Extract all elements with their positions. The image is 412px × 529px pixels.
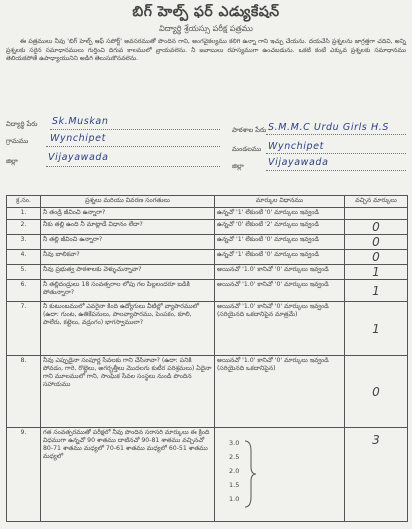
table-row [7, 220, 408, 235]
page-title: బిగ్ హెల్ప్ ఫర్ ఎడ్యుకేషన్ [132, 4, 280, 20]
district2-line [266, 170, 406, 171]
row-number: 7. [7, 302, 41, 356]
row-rule: అయినచో '1.0' కానిచో '0' మార్కులు ఇవ్వండి (సరియైనది ఒకదానిపైన) [215, 356, 345, 428]
village-label: గ్రామము [6, 137, 29, 145]
row-score[interactable]: 0 [345, 235, 408, 250]
row-question: నీ తల్లిదండ్రులు 18 సంవత్సరాల లోపు గల పిల్లలందరూ బడికి పోతున్నారా? [41, 280, 215, 302]
row-rule: ఉన్నచో '1' లేకుంటే '0' మార్కులు ఇవ్వండి [215, 250, 345, 265]
district-line [46, 166, 220, 167]
header-score: వచ్చిన మార్కులు [345, 196, 408, 208]
school-label: పాఠశాల పేరు [232, 126, 267, 134]
district2-value[interactable]: Vijayawada [268, 157, 329, 168]
row-number: 2. [7, 220, 41, 235]
row-question: నీవు ఎప్పుడైనా సంపూర్ణ సేవలకు గాని చేసినావా? (ఉదా: పనికి పోవడం, గారె, రొట్టెలు, అగర్బత్తీలు మొదలగు కుటీర పరిశ్రమలు) ఏదైనా గాని మూలములో గాని, సాంఘిక సేవల సంస్థలు నుండి పొందిన సహాయము [41, 356, 215, 428]
row-rule: అయినచో '1.0' కానిచో '0' మార్కులు ఇవ్వండి [215, 280, 345, 302]
survey-table [6, 195, 408, 522]
student-name-label: విద్యార్థి పేరు [6, 120, 38, 128]
row-number: 6. [7, 280, 41, 302]
district-value[interactable]: Vijayawada [48, 152, 109, 163]
row-score[interactable]: 3 [345, 428, 408, 522]
instructions-paragraph: ఈ పత్రములు నీవు 'బిగ్ హెల్ప్ ఆఫ్ సపోర్ట్' అవసరముతో పొందిన గాని, అంగవైకల్యము కలిగి ఉన్నా గాని ఇచ్చు చేయను. దయచేసి ప్రశ్నలను జాగ్రత్తగా చదివి, అన్ని ప్రశ్నలకు సరైన సమాధానములు గుర్తించి దిగువ కాలములో వ్రాయవలెను. నీ జవాబులు రహస్యముగా ఉంచబడును. ఒకటి కంటే ఎక్కువ ప్రశ్నలకు సమాధానము తెలియకపోతే ఉపాధ్యాయునిని అడిగి తెలుసుకొనవలెను. [6, 38, 406, 63]
row-question: నీవు బాలికవా? [41, 250, 215, 265]
row-question: నీ తండ్రి జీవించి ఉన్నారా? [41, 208, 215, 220]
row-rule: అయినచో '1.0' కానిచో '0' మార్కులు ఇవ్వండి (సరియైనది ఒకదానిపైన మాత్రమే) [215, 302, 345, 356]
row-question: గత సంవత్సరముతో పరీక్షలో నీవు పొందిన సరాసరి మార్కులు ఈ క్రింది విధముగా ఉన్నచో 90 శాతము దాటినచో 90-81 శాతము వచ్చినచో 80-71 శాతము మధ్యలో 70-61 శాతము మధ్యలో 60-51 శాతము మధ్యలో [41, 428, 215, 522]
row-score[interactable]: 1 [345, 265, 408, 280]
student-name-line [50, 129, 220, 130]
mandal-value[interactable]: Wynchipet [268, 141, 324, 152]
row-rule: ఉన్నచో '0' లేకుంటే '2' మార్కులు ఇవ్వండి [215, 220, 345, 235]
header-marking: మార్కుల విధానము [215, 196, 345, 208]
scale-value: 1.0 [229, 495, 240, 503]
row-question: నీవు ప్రభుత్వ పాఠశాలకు వెళ్ళుచున్నావా? [41, 265, 215, 280]
mandal-label: మండలము [232, 145, 262, 153]
school-line [266, 134, 406, 135]
row-rule-scale [215, 428, 345, 522]
scale-value: 3.0 [229, 439, 240, 447]
row-rule: ఉన్నచో '1' లేకుంటే '0' మార్కులు ఇవ్వండి [215, 208, 345, 220]
district2-label: జిల్లా [232, 162, 244, 170]
table-row [7, 208, 408, 220]
row-question: నీకు తల్లి ఉంది నీ మాట్లాడే విధానం లేదా? [41, 220, 215, 235]
table-row [7, 265, 408, 280]
scale-values [217, 439, 239, 509]
row-number: 1. [7, 208, 41, 220]
row-number: 9. [7, 428, 41, 522]
mandal-line [266, 153, 406, 154]
school-value[interactable]: S.M.M.C Urdu Girls H.S [268, 122, 389, 133]
row-score[interactable]: 1 [345, 280, 408, 302]
student-name-value[interactable]: Sk.Muskan [52, 116, 109, 127]
row-score[interactable] [345, 208, 408, 220]
table-row [7, 250, 408, 265]
row-rule: అయినచో '1.0' కానిచో '0' మార్కులు ఇవ్వండి [215, 265, 345, 280]
village-value[interactable]: Wynchipet [50, 133, 106, 144]
scale-value: 2.5 [229, 453, 240, 461]
row-score[interactable]: 1 [345, 302, 408, 356]
scale-value: 2.0 [229, 467, 240, 475]
page-subtitle: విద్యార్థి శ్రేయస్సు పరీక్ష పత్రము [159, 24, 253, 33]
table-row [7, 302, 408, 356]
header-serial: క్ర.సం. [7, 196, 41, 208]
row-number: 8. [7, 356, 41, 428]
row-number: 4. [7, 250, 41, 265]
district-label: జిల్లా [6, 157, 18, 165]
table-row [7, 356, 408, 428]
row-number: 5. [7, 265, 41, 280]
table-header-row [7, 196, 408, 208]
table-row [7, 235, 408, 250]
row-score[interactable]: 0 [345, 356, 408, 428]
village-line [46, 146, 220, 147]
row-score[interactable]: 0 [345, 250, 408, 265]
scale-value: 1.5 [229, 481, 240, 489]
header-question: ప్రశ్నలు మరియు వివరణ సంగతులు [41, 196, 215, 208]
row-question: నీ కుటుంబములో ఎవరైనా కింది ఉద్యోగులు వీటిల్లో వ్యాపారములో (ఉదా: గుంట, ఉతికేపనులు, పాలవ్యాపారము, పెంపకం, కూలి, పాలేరు, కట్టెలు, వడ్రంగం) భాగస్వాములా? [41, 302, 215, 356]
row-score[interactable]: 0 [345, 220, 408, 235]
table-row [7, 428, 408, 522]
table-row [7, 280, 408, 302]
marks-scale [217, 439, 342, 509]
row-number: 3. [7, 235, 41, 250]
row-question: నీ తల్లి జీవించి ఉన్నారా? [41, 235, 215, 250]
brace-icon [243, 439, 257, 509]
row-rule: ఉన్నచో '1' లేకుంటే '0' మార్కులు ఇవ్వండి [215, 235, 345, 250]
